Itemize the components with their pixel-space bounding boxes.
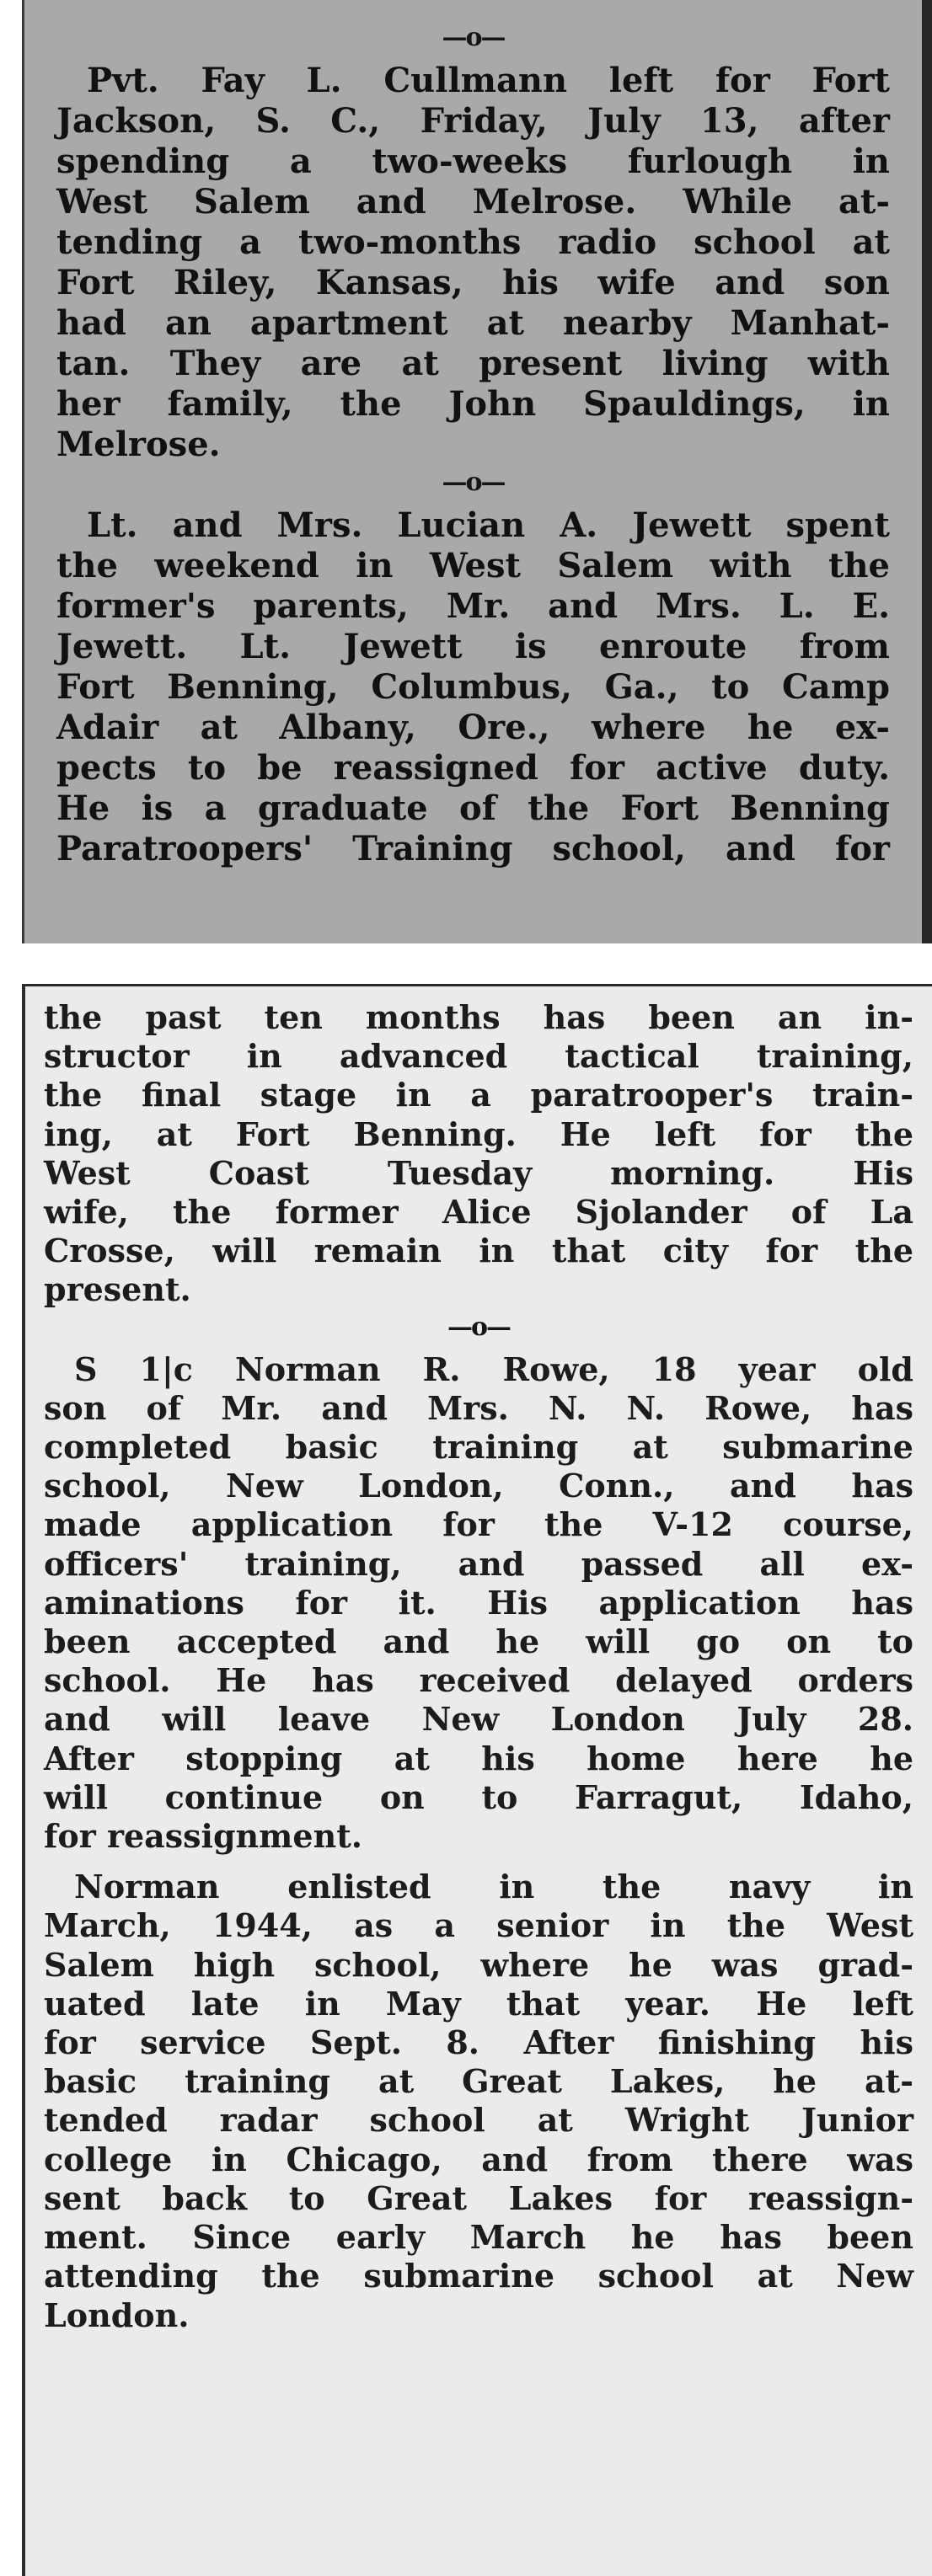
text-line: structor in advanced tactical training, xyxy=(44,1037,913,1076)
text-line: Melrose. xyxy=(56,425,221,464)
text-line: for service Sept. 8. After finishing his xyxy=(44,2023,913,2062)
text-line: made application for the V-12 course, xyxy=(44,1505,913,1544)
text-line: the final stage in a paratrooper's train- xyxy=(44,1076,913,1114)
text-line: Paratroopers' Training school, and for xyxy=(56,829,890,868)
text-line: Fort Benning, Columbus, Ga., to Camp xyxy=(56,667,890,707)
article-jewett xyxy=(56,505,890,869)
separator-ornament: —o— xyxy=(442,468,505,497)
text-line: the past ten months has been an in- xyxy=(44,998,913,1036)
text-line: Jackson, S. C., Friday, July 13, after xyxy=(56,101,890,141)
text-line: officers' training, and passed all ex- xyxy=(44,1544,913,1583)
text-line: London. xyxy=(44,2295,190,2334)
separator-ornament: —o— xyxy=(447,1312,510,1342)
article-rowe xyxy=(44,1350,913,1857)
text-line: After stopping at his home here he xyxy=(44,1739,913,1777)
text-line: Salem high school, where he was grad- xyxy=(44,1945,913,1984)
text-line: tended radar school at Wright Junior xyxy=(44,2101,913,2140)
text-line: ment. Since early March he has been xyxy=(44,2218,913,2257)
text-line: been accepted and he will go on to xyxy=(44,1622,913,1661)
text-line: Pvt. Fay L. Cullmann left for Fort xyxy=(87,61,890,100)
text-line: present. xyxy=(44,1270,191,1309)
news-clipping-top xyxy=(22,0,932,943)
text-line: school. He has received delayed orders xyxy=(44,1661,913,1700)
text-line: Jewett. Lt. Jewett is enroute from xyxy=(56,627,890,666)
text-line: Norman enlisted in the navy in xyxy=(74,1868,913,1906)
text-line: uated late in May that year. He left xyxy=(44,1984,913,2023)
article-rowe-enlistment xyxy=(44,1868,913,2334)
text-line: sent back to Great Lakes for reassign- xyxy=(44,2178,913,2217)
text-line: for reassignment. xyxy=(44,1817,362,1856)
separator-ornament: —o— xyxy=(442,23,505,52)
text-line: will continue on to Farragut, Idaho, xyxy=(44,1777,913,1816)
text-line: ing, at Fort Benning. He left for the xyxy=(44,1114,913,1153)
news-clipping-bottom xyxy=(22,984,932,2576)
article-jewett-continued xyxy=(44,998,913,1310)
text-line: and will leave New London July 28. xyxy=(44,1700,913,1739)
text-line: aminations for it. His application has xyxy=(44,1583,913,1622)
text-line: her family, the John Spauldings, in xyxy=(56,384,890,424)
text-line: West Salem and Melrose. While at- xyxy=(56,182,890,222)
text-line: Lt. and Mrs. Lucian A. Jewett spent xyxy=(87,505,890,545)
text-line: attending the submarine school at New xyxy=(44,2257,913,2295)
text-line: the weekend in West Salem with the xyxy=(56,546,890,585)
text-line: West Coast Tuesday morning. His xyxy=(44,1153,913,1192)
text-line: spending a two-weeks furlough in xyxy=(56,142,890,181)
text-line: tan. They are at present living with xyxy=(56,344,890,383)
text-line: tending a two-months radio school at xyxy=(56,222,890,262)
text-line: had an apartment at nearby Manhat- xyxy=(56,303,890,343)
text-line: Adair at Albany, Ore., where he ex- xyxy=(56,708,890,747)
text-line: pects to be reassigned for active duty. xyxy=(56,748,890,788)
text-line: completed basic training at submarine xyxy=(44,1428,913,1467)
text-line: son of Mr. and Mrs. N. N. Rowe, has xyxy=(44,1388,913,1427)
text-line: S 1|c Norman R. Rowe, 18 year old xyxy=(74,1349,913,1388)
article-cullmann xyxy=(56,61,890,465)
text-line: former's parents, Mr. and Mrs. L. E. xyxy=(56,586,890,626)
text-line: Fort Riley, Kansas, his wife and son xyxy=(56,263,890,302)
text-line: school, New London, Conn., and has xyxy=(44,1467,913,1505)
text-line: He is a graduate of the Fort Benning xyxy=(56,788,890,828)
text-line: basic training at Great Lakes, he at- xyxy=(44,2062,913,2101)
text-line: wife, the former Alice Sjolander of La xyxy=(44,1193,913,1232)
text-line: March, 1944, as a senior in the West xyxy=(44,1906,913,1945)
text-line: college in Chicago, and from there was xyxy=(44,2140,913,2178)
text-line: Crosse, will remain in that city for the xyxy=(44,1232,913,1270)
